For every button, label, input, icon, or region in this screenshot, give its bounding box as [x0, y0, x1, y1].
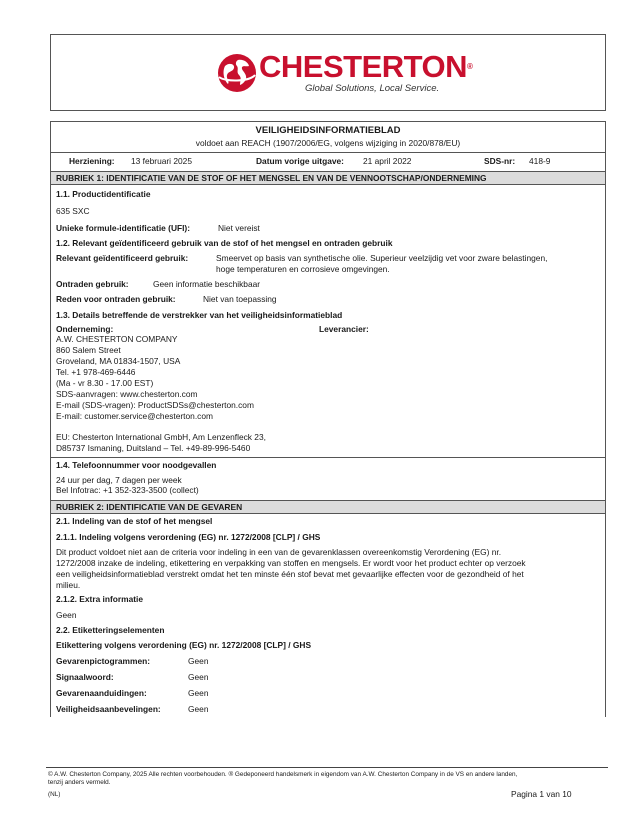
address-line: A.W. CHESTERTON COMPANY: [56, 334, 178, 344]
previous-issue-value: 21 april 2022: [363, 156, 412, 166]
address-line: SDS-aanvragen: www.chesterton.com: [56, 389, 198, 399]
section-2-heading: RUBRIEK 2: IDENTIFICATIE VAN DE GEVAREN: [51, 500, 605, 514]
ufi-value: Niet vereist: [218, 223, 260, 233]
classification-paragraph-line: Dit product voldoet niet aan de criteria voor indeling in een van de gevarenklassen overeenkomstig Verordening (EG) nr.: [56, 547, 502, 557]
address-line: Groveland, MA 01834-1507, USA: [56, 356, 181, 366]
footer-copyright-line-1: © A.W. Chesterton Company, 2025 Alle rechten voorbehouden. ® Gedeponeerd handelsmerk in eigendom van A.W. Chesterton Company in de VS en andere landen,: [48, 771, 518, 778]
supplier-label: Leverancier:: [319, 324, 369, 334]
footer-language: (NL): [48, 791, 61, 798]
hazard-pictograms-value: Geen: [188, 656, 209, 666]
identified-use-line-2: hoge temperaturen en corrosieve omgevingen.: [216, 264, 390, 274]
document-subtitle: voldoet aan REACH (1907/2006/EG, volgens wijziging in 2020/878/EU): [195, 138, 461, 148]
signal-word-label: Signaalwoord:: [56, 672, 114, 682]
labelling-subheading: Etikettering volgens verordening (EG) nr. 1272/2008 [CLP] / GHS: [56, 640, 312, 650]
signal-word-value: Geen: [188, 672, 209, 682]
eu-address-line-2: D85737 Ismaning, Duitsland – Tel. +49-89-996-5460: [56, 443, 251, 453]
document-title: VEILIGHEIDSINFORMATIEBLAD: [255, 125, 401, 136]
hazard-pictograms-label: Gevarenpictogrammen:: [56, 656, 151, 666]
sds-body: [50, 121, 606, 717]
emergency-line-1: 24 uur per dag, 7 dagen per week: [56, 475, 182, 485]
emergency-line-2: Bel Infotrac: +1 352-323-3500 (collect): [56, 485, 199, 495]
classification-paragraph-line: een veiligheidsinformatieblad verstrekt omdat het ten minste één stof bevat met gevaarlijke effecten voor de gezondheid of het: [56, 569, 524, 579]
discouraged-use-label: Ontraden gebruik:: [56, 279, 129, 289]
address-line: E-mail: customer.service@chesterton.com: [56, 411, 213, 421]
identified-use-line-1: Smeervet op basis van synthetische olie. Superieur veelzijdig vet voor zware belastingen,: [216, 253, 548, 263]
reason-label: Reden voor ontraden gebruik:: [56, 294, 176, 304]
heading-1-3: 1.3. Details betreffende de verstrekker van het veiligheidsinformatieblad: [56, 310, 343, 320]
address-line: E-mail (SDS-vragen): ProductSDSs@chesterton.com: [56, 400, 254, 410]
precautionary-statements-value: Geen: [188, 704, 209, 714]
heading-2-1: 2.1. Indeling van de stof of het mengsel: [56, 516, 213, 526]
revision-label: Herziening:: [69, 156, 115, 166]
identified-use-label: Relevant geïdentificeerd gebruik:: [56, 253, 189, 263]
sds-number-label: SDS-nr:: [484, 156, 516, 166]
heading-1-2: 1.2. Relevant geïdentificeerd gebruik van de stof of het mengsel en ontraden gebruik: [56, 238, 393, 248]
eu-address-line-1: EU: Chesterton International GmbH, Am Lenzenfleck 23,: [56, 432, 266, 442]
revision-value: 13 februari 2025: [131, 156, 192, 166]
address-line: Tel. +1 978-469-6446: [56, 367, 136, 377]
globe-logo-icon: [215, 51, 259, 95]
previous-issue-label: Datum vorige uitgave:: [256, 156, 344, 166]
logo-box: [50, 34, 606, 111]
product-name: 635 SXC: [56, 206, 90, 216]
company-label: Onderneming:: [56, 324, 114, 334]
footer-rule: [46, 767, 608, 768]
page-number: Pagina 1 van 10: [511, 789, 572, 799]
discouraged-use-value: Geen informatie beschikbaar: [153, 279, 261, 289]
section-1-heading: RUBRIEK 1: IDENTIFICATIE VAN DE STOF OF HET MENGSEL EN VAN DE VENNOOTSCHAP/ONDERNEMING: [51, 171, 605, 185]
hazard-statements-label: Gevarenaanduidingen:: [56, 688, 147, 698]
reason-value: Niet van toepassing: [203, 294, 277, 304]
ufi-label: Unieke formule-identificatie (UFI):: [56, 223, 191, 233]
heading-1-1: 1.1. Productidentificatie: [56, 189, 151, 199]
address-line: (Ma - vr 8.30 - 17.00 EST): [56, 378, 154, 388]
brand-tagline: Global Solutions, Local Service.: [305, 83, 440, 94]
registered-mark: ®: [467, 62, 473, 71]
classification-paragraph-line: milieu.: [56, 580, 81, 590]
heading-2-1-1: 2.1.1. Indeling volgens verordening (EG) nr. 1272/2008 [CLP] / GHS: [56, 532, 321, 542]
extra-info-value: Geen: [56, 610, 77, 620]
heading-1-4: 1.4. Telefoonnummer voor noodgevallen: [56, 460, 217, 470]
address-line: 860 Salem Street: [56, 345, 121, 355]
precautionary-statements-label: Veiligheidsaanbevelingen:: [56, 704, 161, 714]
heading-2-2: 2.2. Etiketteringselementen: [56, 625, 165, 635]
sds-number-value: 418-9: [529, 156, 551, 166]
heading-2-1-2: 2.1.2. Extra informatie: [56, 594, 144, 604]
hazard-statements-value: Geen: [188, 688, 209, 698]
brand-name: CHESTERTON: [259, 49, 468, 84]
classification-paragraph-line: 1272/2008 inzake de indeling, etikettering en verpakking van stoffen en mengsels. Er wordt voor het product echter op verzoek: [56, 558, 526, 568]
footer-copyright-line-2: tenzij anders vermeld.: [48, 779, 111, 786]
